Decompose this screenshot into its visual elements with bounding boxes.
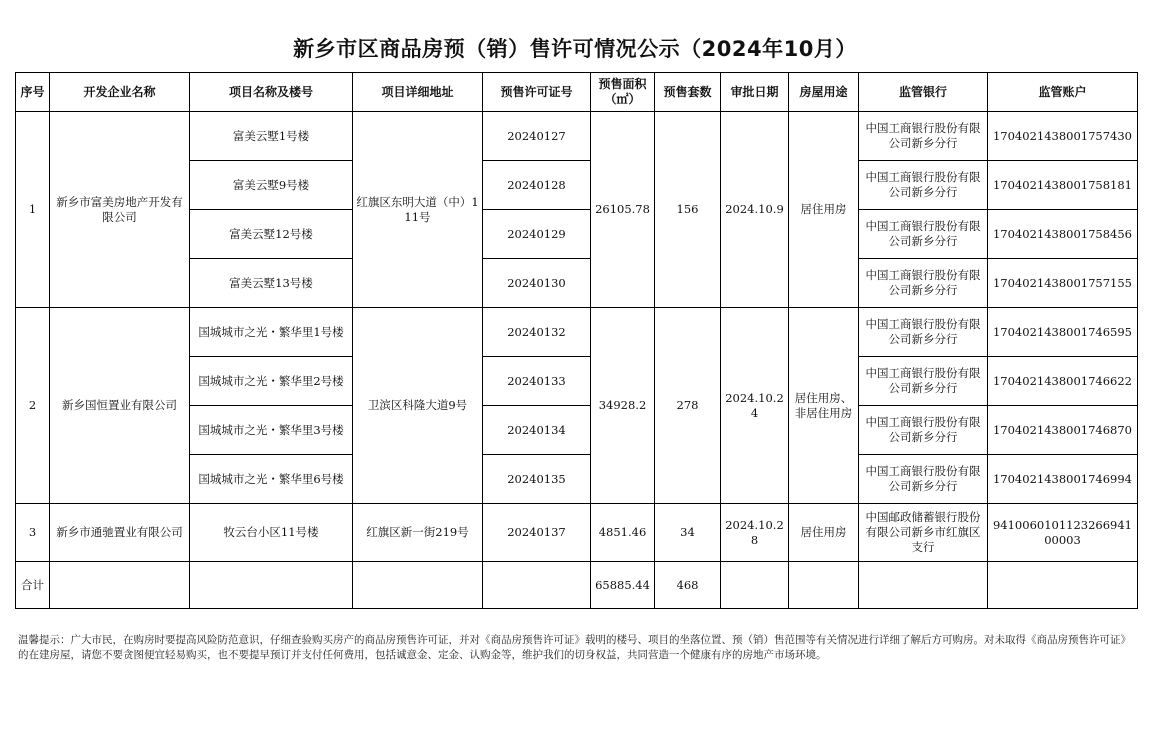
presale-area: 26105.78 [591, 112, 655, 308]
total-label: 合计 [16, 562, 50, 609]
bank-name: 中国工商银行股份有限公司新乡分行 [859, 112, 988, 161]
col-header-area: 预售面积（㎡） [591, 73, 655, 112]
account-no: 1704021438001758181 [988, 161, 1138, 210]
total-empty [789, 562, 859, 609]
table-row [16, 112, 1138, 161]
bank-name: 中国工商银行股份有限公司新乡分行 [859, 259, 988, 308]
approval-date: 2024.10.28 [721, 504, 789, 562]
presale-area: 4851.46 [591, 504, 655, 562]
col-header-date: 审批日期 [721, 73, 789, 112]
company-name: 新乡市富美房地产开发有限公司 [50, 112, 190, 308]
total-empty [859, 562, 988, 609]
project-name: 富美云墅12号楼 [190, 210, 353, 259]
presale-area: 34928.2 [591, 308, 655, 504]
col-header-project: 项目名称及楼号 [190, 73, 353, 112]
bank-name: 中国工商银行股份有限公司新乡分行 [859, 455, 988, 504]
col-header-no: 序号 [16, 73, 50, 112]
header-row [16, 73, 1138, 112]
total-units: 468 [655, 562, 721, 609]
housing-use: 居住用房 [789, 112, 859, 308]
table-row [16, 504, 1138, 562]
permit-no: 20240134 [483, 406, 591, 455]
account-no: 1704021438001746870 [988, 406, 1138, 455]
col-header-address: 项目详细地址 [353, 73, 483, 112]
row-no: 3 [16, 504, 50, 562]
permit-no: 20240128 [483, 161, 591, 210]
table-row [16, 308, 1138, 357]
total-empty [353, 562, 483, 609]
presale-units: 156 [655, 112, 721, 308]
project-name: 富美云墅9号楼 [190, 161, 353, 210]
approval-date: 2024.10.24 [721, 308, 789, 504]
account-no: 1704021438001746994 [988, 455, 1138, 504]
permit-no: 20240135 [483, 455, 591, 504]
account-no: 1704021438001757430 [988, 112, 1138, 161]
permit-no: 20240133 [483, 357, 591, 406]
account-no: 941006010112326694100003 [988, 504, 1138, 562]
permit-no: 20240130 [483, 259, 591, 308]
total-row [16, 562, 1138, 609]
presale-units: 34 [655, 504, 721, 562]
bank-name: 中国邮政储蓄银行股份有限公司新乡市红旗区支行 [859, 504, 988, 562]
col-header-company: 开发企业名称 [50, 73, 190, 112]
row-no: 2 [16, 308, 50, 504]
permit-table [15, 72, 1138, 609]
total-empty [50, 562, 190, 609]
company-name: 新乡国恒置业有限公司 [50, 308, 190, 504]
col-header-account: 监管账户 [988, 73, 1138, 112]
company-name: 新乡市通驰置业有限公司 [50, 504, 190, 562]
total-empty [721, 562, 789, 609]
account-no: 1704021438001758456 [988, 210, 1138, 259]
presale-units: 278 [655, 308, 721, 504]
project-name: 富美云墅13号楼 [190, 259, 353, 308]
total-empty [483, 562, 591, 609]
bank-name: 中国工商银行股份有限公司新乡分行 [859, 210, 988, 259]
col-header-bank: 监管银行 [859, 73, 988, 112]
address: 红旗区新一街219号 [353, 504, 483, 562]
project-name: 牧云台小区11号楼 [190, 504, 353, 562]
permit-no: 20240129 [483, 210, 591, 259]
warm-reminder-note: 温馨提示：广大市民，在购房时要提高风险防范意识，仔细查验购买房产的商品房预售许可证，并对《商品房预售许可证》载明的楼号、项目的坐落位置、预（销）售范围等有关情况进行详细了解后方可购房。对未取得《商品房预售许可证》的在建房屋，请您不要贪图便宜轻易购买，也不要提早预订并支付任何费用，包括诚意金、定金、认购金等，维护我们的切身权益，共同营造一个健康有序的房地产市场环境。 [18, 634, 1131, 661]
project-name: 国城城市之光・繁华里2号楼 [190, 357, 353, 406]
project-name: 国城城市之光・繁华里3号楼 [190, 406, 353, 455]
project-name: 富美云墅1号楼 [190, 112, 353, 161]
permit-no: 20240132 [483, 308, 591, 357]
bank-name: 中国工商银行股份有限公司新乡分行 [859, 406, 988, 455]
project-name: 国城城市之光・繁华里6号楼 [190, 455, 353, 504]
bank-name: 中国工商银行股份有限公司新乡分行 [859, 161, 988, 210]
address: 红旗区东明大道（中）111号 [353, 112, 483, 308]
housing-use: 居住用房、非居住用房 [789, 308, 859, 504]
project-name: 国城城市之光・繁华里1号楼 [190, 308, 353, 357]
total-empty [988, 562, 1138, 609]
page-title: 新乡市区商品房预（销）售许可情况公示（2024年10月） [293, 37, 857, 61]
permit-no: 20240127 [483, 112, 591, 161]
total-area: 65885.44 [591, 562, 655, 609]
account-no: 1704021438001746622 [988, 357, 1138, 406]
permit-no: 20240137 [483, 504, 591, 562]
total-empty [190, 562, 353, 609]
address: 卫滨区科隆大道9号 [353, 308, 483, 504]
col-header-permit: 预售许可证号 [483, 73, 591, 112]
col-header-units: 预售套数 [655, 73, 721, 112]
row-no: 1 [16, 112, 50, 308]
col-header-use: 房屋用途 [789, 73, 859, 112]
bank-name: 中国工商银行股份有限公司新乡分行 [859, 357, 988, 406]
account-no: 1704021438001746595 [988, 308, 1138, 357]
account-no: 1704021438001757155 [988, 259, 1138, 308]
approval-date: 2024.10.9 [721, 112, 789, 308]
housing-use: 居住用房 [789, 504, 859, 562]
bank-name: 中国工商银行股份有限公司新乡分行 [859, 308, 988, 357]
